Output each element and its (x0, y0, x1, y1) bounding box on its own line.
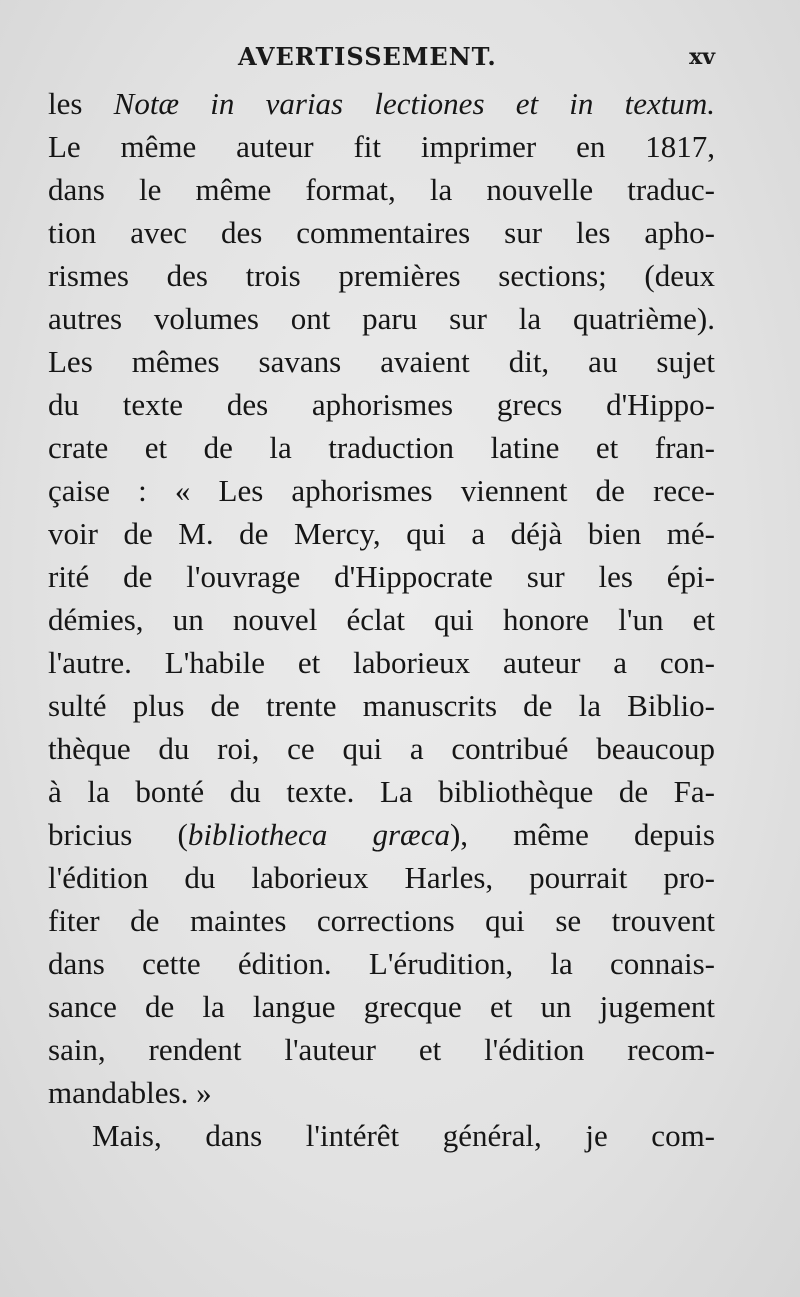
text-line: thèque du roi, ce qui a contribué beaucoup (48, 731, 715, 766)
text-line: sance de la langue grecque et un jugement (48, 989, 715, 1024)
text-line: rismes des trois premières sections; (deux (48, 258, 715, 293)
text-line: Les mêmes savans avaient dit, au sujet (48, 344, 715, 379)
text-line: dans cette édition. L'érudition, la connais- (48, 946, 715, 981)
running-head (48, 42, 715, 82)
text-line: l'édition du laborieux Harles, pourrait pro- (48, 860, 715, 895)
text-line: çaise : « Les aphorismes viennent de rece- (48, 473, 715, 508)
text-line: bricius (bibliotheca græca), même depuis (48, 817, 715, 852)
text-line: à la bonté du texte. La bibliothèque de Fa- (48, 774, 715, 809)
text-line: fiter de maintes corrections qui se trouvent (48, 903, 715, 938)
text-line: démies, un nouvel éclat qui honore l'un et (48, 602, 715, 637)
text-line: dans le même format, la nouvelle traduc- (48, 172, 715, 207)
page-number: xv (689, 44, 715, 70)
text-line: voir de M. de Mercy, qui a déjà bien mé- (48, 516, 715, 551)
text-line: rité de l'ouvrage d'Hippocrate sur les épi- (48, 559, 715, 594)
text-line: l'autre. L'habile et laborieux auteur a con- (48, 645, 715, 680)
body-text (48, 82, 715, 1157)
paragraph-end-line: mandables. » (48, 1075, 212, 1110)
text-line: les Notæ in varias lectiones et in textum. (48, 86, 715, 121)
running-title: AVERTISSEMENT. (238, 42, 497, 71)
text-line: sulté plus de trente manuscrits de la Biblio- (48, 688, 715, 723)
text-line: tion avec des commentaires sur les apho- (48, 215, 715, 250)
text-line: du texte des aphorismes grecs d'Hippo- (48, 387, 715, 422)
paragraph-start-line: Mais, dans l'intérêt général, je com- (92, 1118, 715, 1153)
text-line: autres volumes ont paru sur la quatrième). (48, 301, 715, 336)
text-line: sain, rendent l'auteur et l'édition recom- (48, 1032, 715, 1067)
text-line: crate et de la traduction latine et fran- (48, 430, 715, 465)
text-line: Le même auteur fit imprimer en 1817, (48, 129, 715, 164)
